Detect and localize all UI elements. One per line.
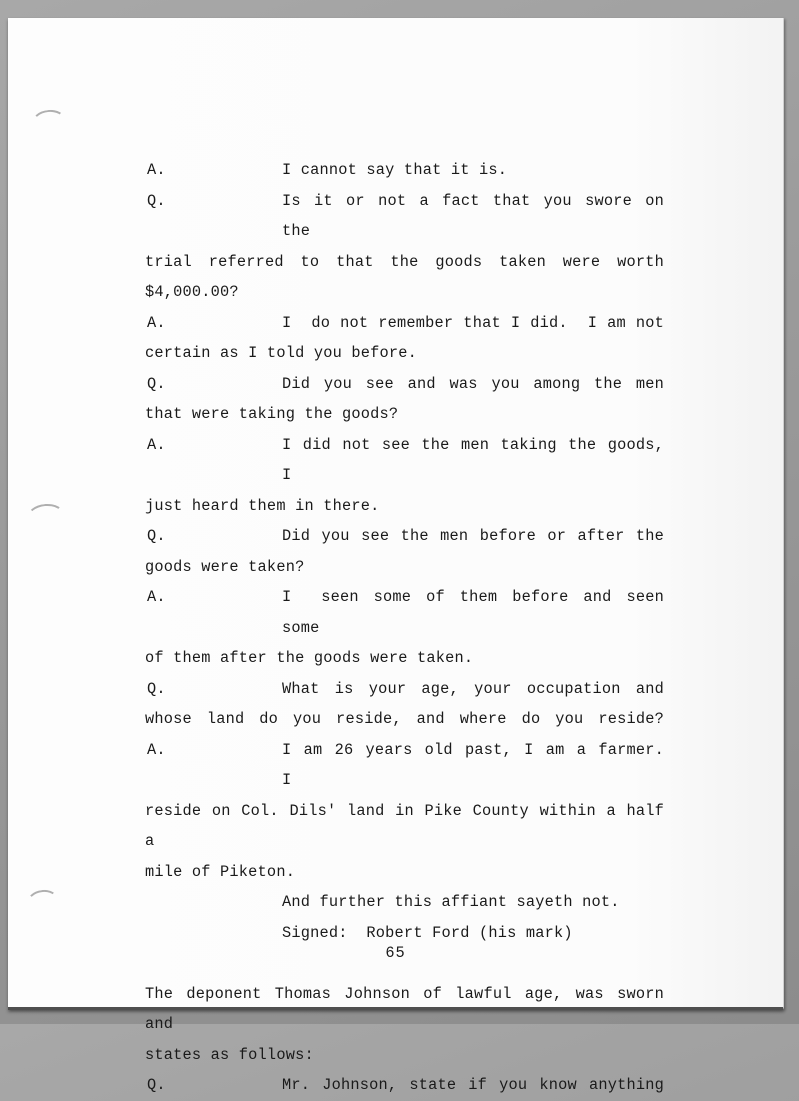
transcript-line: I do not remember that I did. I am not: [282, 313, 664, 332]
transcript-line: Is it or not a fact that you swore on the: [282, 191, 674, 240]
transcript-line: $4,000.00?: [145, 283, 239, 301]
speaker-label: Q.: [147, 679, 166, 698]
qa-entry: [145, 582, 674, 674]
qa-entry: [145, 674, 664, 735]
qa-entry: [145, 186, 674, 308]
transcript-line: of them after the goods were taken.: [145, 649, 474, 667]
transcript-line: whose land do you reside, and where do you reside?: [145, 710, 664, 728]
speaker-label: A.: [147, 161, 166, 179]
speaker-label: Q.: [147, 374, 166, 393]
transcript-line: just heard them in there.: [145, 496, 380, 515]
qa-entry: [145, 430, 674, 522]
transcript-line: What is your age, your occupation and: [282, 679, 664, 698]
scanned-page: [8, 18, 784, 1094]
transcript-line: Did you see and was you among the men: [282, 374, 664, 393]
qa-entry: [145, 521, 664, 582]
transcript-line: Did you see the men before or after the: [282, 527, 664, 545]
transcript-line: I am 26 years old past, I am a farmer. I: [282, 740, 683, 789]
speaker-label: Q.: [147, 1076, 166, 1094]
transcript-line: I did not see the men taking the goods, I: [282, 435, 674, 484]
transcript-line: I cannot say that it is.: [282, 161, 508, 179]
speaker-label: A.: [147, 588, 166, 606]
qa-entry: [145, 308, 664, 369]
closing-line: And further this affiant sayeth not.: [282, 893, 620, 911]
qa-entry: [145, 735, 683, 888]
speaker-label: Q.: [147, 191, 166, 210]
qa-entry: [145, 1070, 664, 1101]
transcript-line: mile of Piketon.: [145, 862, 296, 881]
transcript-line: The deponent Thomas Johnson of lawful age, was sworn and: [145, 984, 674, 1033]
transcript-line: certain as I told you before.: [145, 344, 418, 362]
transcript-line: goods were taken?: [145, 557, 305, 576]
speaker-label: A.: [147, 740, 166, 759]
binder-curl-mark: [31, 108, 67, 135]
affiant-closing: [145, 887, 664, 948]
transcript-line: I seen some of them before and seen some: [282, 588, 674, 637]
transcript-line: trial referred to that the goods taken were worth: [145, 252, 664, 271]
transcript-line: that were taking the goods?: [145, 405, 399, 423]
qa-entry: [145, 369, 664, 430]
page-number: 65: [385, 944, 406, 962]
speaker-label: A.: [147, 313, 166, 332]
signature-line: Signed: Robert Ford (his mark): [282, 923, 573, 942]
binder-curl-mark: [26, 888, 61, 916]
binder-curl-mark: [26, 502, 66, 531]
transcript-line: Mr. Johnson, state if you know anything: [282, 1076, 664, 1094]
speaker-label: A.: [147, 435, 166, 454]
speaker-label: Q.: [147, 527, 166, 545]
transcript-line: reside on Col. Dils' land in Pike County within a half a: [145, 801, 674, 850]
new-deponent-paragraph: [145, 979, 674, 1071]
qa-entry: [145, 155, 664, 186]
transcript-line: states as follows:: [145, 1045, 314, 1064]
